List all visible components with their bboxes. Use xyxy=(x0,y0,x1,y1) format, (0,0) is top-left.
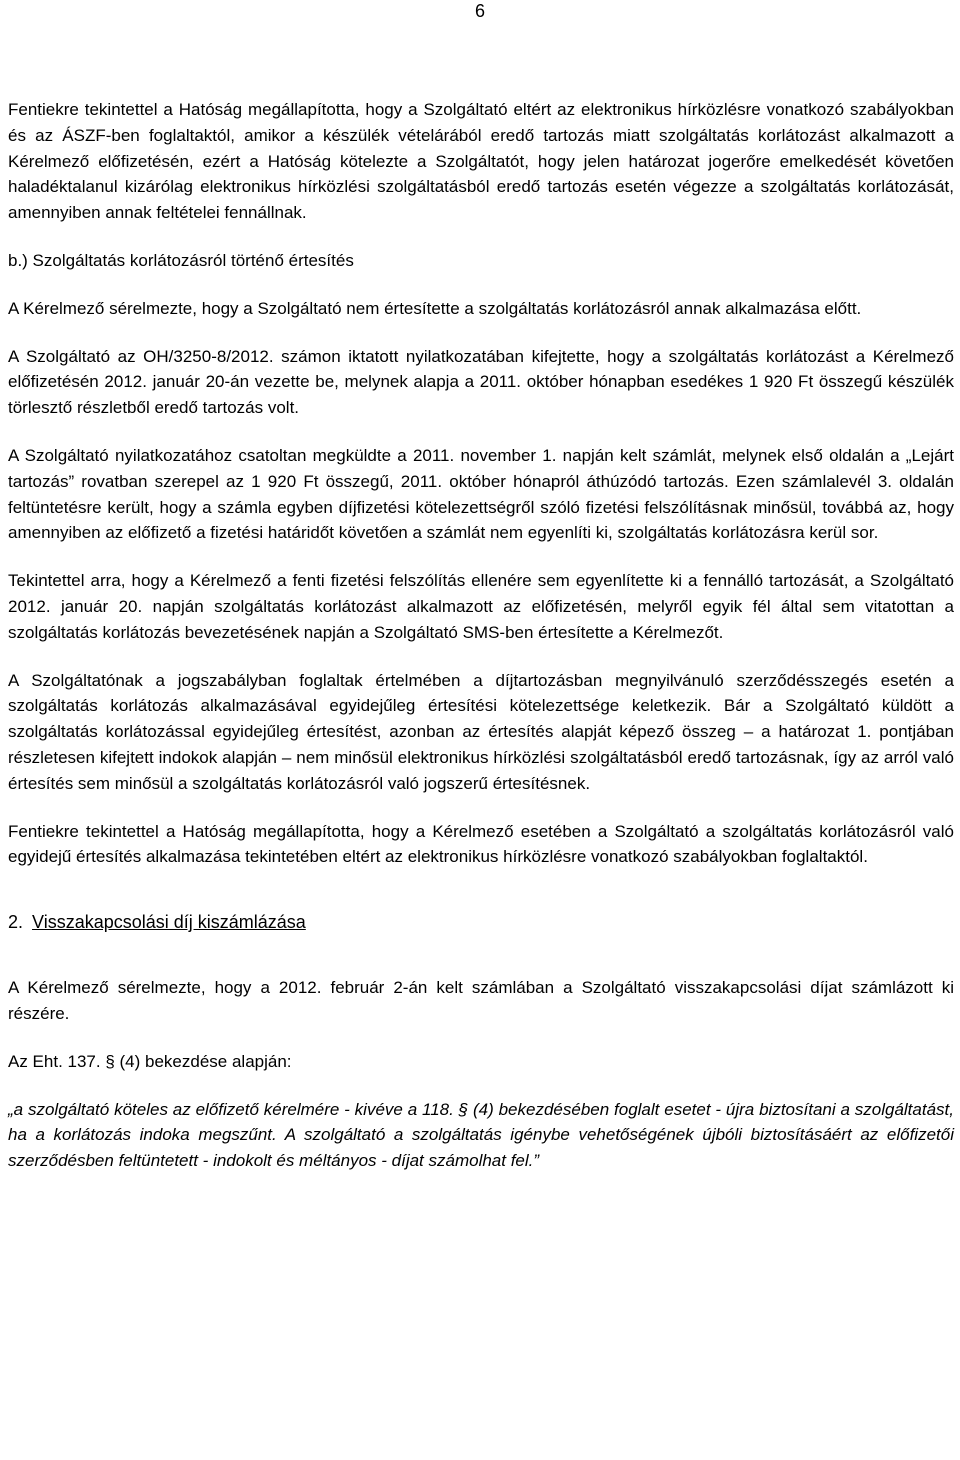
subsection-heading: b.) Szolgáltatás korlátozásról történő értesítés xyxy=(8,250,354,270)
paragraph: A Szolgáltató az OH/3250-8/2012. számon iktatott nyilatkozatában kifejtette, hogy a szolgáltatás korlátozást a Kérelmező előfizetésén 2012. január 20-án vezette be, melynek alapja a 2011. október hónapban esedékes 1 920 Ft összegű készülék törlesztő részletből eredő tartozás volt. xyxy=(8,346,954,418)
paragraph: A Szolgáltató nyilatkozatához csatoltan megküldte a 2011. november 1. napján kelt számlát, melynek első oldalán a „Lejárt tartozás” rovatban szerepel az 1 920 Ft összegű, 2011. október hónapról áthúzódó tartozás. Ezen számlalevél 3. oldalán feltüntetésre került, hogy a számla egyben díjfizetési kötelezettségről szóló fizetési felszólításnak minősül, továbbá az, hogy amennyiben az előfizető a fizetési határidőt követően a számlát nem egyenlíti ki, szolgáltatás korlátozásra kerül sor. xyxy=(8,445,954,543)
page-number: 6 xyxy=(474,1,485,21)
section-heading xyxy=(8,909,954,935)
legal-quote: „a szolgáltató köteles az előfizető kérelmére - kivéve a 118. § (4) bekezdésében foglalt esetet - újra biztosítani a szolgáltatást, ha a korlátozás indoka megszűnt. A szolgáltató a szolgáltatás igénybe vehetőségének újbóli biztosításáért az előfizetői szerződésben feltüntetett - indokolt és méltányos - díjat számolhat fel.” xyxy=(8,1099,954,1171)
paragraph: Fentiekre tekintettel a Hatóság megállapította, hogy a Kérelmező esetében a Szolgáltató a szolgáltatás korlátozásról való egyidejű értesítés alkalmazása tekintetében eltért az elektronikus hírközlésre vonatkozó szabályokban foglaltaktól. xyxy=(8,821,954,867)
paragraph: A Kérelmező sérelmezte, hogy a 2012. február 2-án kelt számlában a Szolgáltató visszakapcsolási díjat számlázott ki részére. xyxy=(8,978,954,1023)
section-number: 2. xyxy=(8,912,24,933)
paragraph: A Kérelmező sérelmezte, hogy a Szolgáltató nem értesítette a szolgáltatás korlátozásról annak alkalmazása előtt. xyxy=(8,298,862,318)
document-body xyxy=(8,97,954,1196)
paragraph: A Szolgáltatónak a jogszabályban foglaltak értelmében a díjtartozásban megnyilvánuló szerződésszegés esetén a szolgáltatás korlátozás alkalmazásával egyidejűleg értesítési kötelezettsége keletkezik. Bár a Szolgáltató küldött a szolgáltatás korlátozással egyidejűleg értesítést, azonban az értesítés alapját képező összeg – a határozat 1. pontjában részletesen kifejtett indokok alapján – nem minősül elektronikus hírközlési szolgáltatásból eredő tartozásnak, így az arról való értesítés sem minősül a szolgáltatás korlátozásról való jogszerű értesítésnek. xyxy=(8,670,954,793)
paragraph: Tekintettel arra, hogy a Kérelmező a fenti fizetési felszólítás ellenére sem egyenlítette ki a fennálló tartozását, a Szolgáltató 2012. január 20. napján szolgáltatás korlátozást alkalmazott az előfizetésén, melyről egyik fél által sem vitatottan a szolgáltatás korlátozás bevezetésének napján a Szolgáltató SMS-ben értesítette a Kérelmezőt. xyxy=(8,571,954,642)
paragraph: Fentiekre tekintettel a Hatóság megállapította, hogy a Szolgáltató eltért az elektronikus hírközlésre vonatkozó szabályokban és az ÁSZF-ben foglaltaktól, amikor a készülék vételárából eredő tartozás miatt szolgáltatás korlátozást alkalmazott a Kérelmező előfizetésén, ezért a Hatóság kötelezte a Szolgáltatót, hogy jelen határozat jogerőre emelkedését követően haladéktalanul kizárólag elektronikus hírközlési szolgáltatásból eredő tartozás esetén végezze a szolgáltatás korlátozását, amennyiben annak feltételei fennállnak. xyxy=(8,100,954,223)
paragraph: Az Eht. 137. § (4) bekezdése alapján: xyxy=(8,1051,292,1071)
section-title: Visszakapcsolási díj kiszámlázása xyxy=(32,912,306,933)
